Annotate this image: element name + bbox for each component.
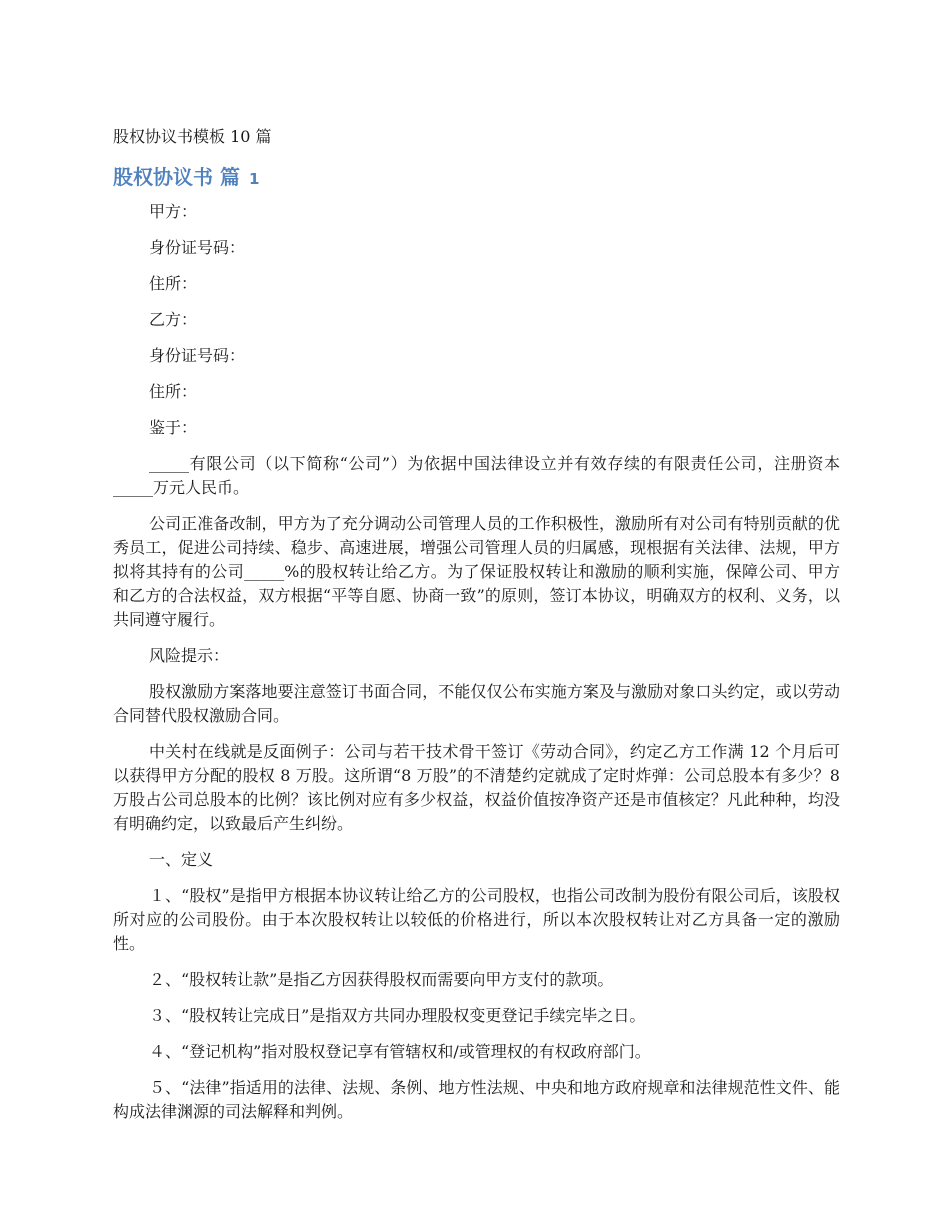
document-title: 股权协议书模板 10 篇 <box>113 127 272 146</box>
field-address-a: 住所： <box>149 274 198 293</box>
paragraph-restructuring: 公司正准备改制，甲方为了充分调动公司管理人员的工作积极性，激励所有对公司有特别贡献的优秀员工，促进公司持续、稳步、高速进展，增强公司管理人员的归属感，现根据有关法律、法规，甲方拟将其持有的公司_____%的股权转让给乙方。为了保证股权转让和激励的顺利实施，保障公司、甲方和乙方的合法权益，双方根据“平等自愿、协商一致”的原则，签订本协议，明确双方的权利、义务，以共同遵守履行。 <box>113 514 840 629</box>
paragraph-definition-2: ２、“股权转让款”是指乙方因获得股权而需要向甲方支付的款项。 <box>149 970 614 989</box>
paragraph-risk-label: 风险提示： <box>149 646 230 665</box>
paragraph-risk-note: 股权激励方案落地要注意签订书面合同，不能仅仅公布实施方案及与激励对象口头约定，或以劳动合同替代股权激励合同。 <box>113 682 840 725</box>
paragraph-definitions-heading: 一、定义 <box>149 850 214 869</box>
paragraph-definition-3: ３、“股权转让完成日”是指双方共同办理股权变更登记手续完毕之日。 <box>149 1006 646 1025</box>
section-number: 1 <box>248 170 260 188</box>
paragraph-definition-4: ４、“登记机构”指对股权登记享有管辖权和/或管理权的有权政府部门。 <box>149 1042 651 1061</box>
field-address-b: 住所： <box>149 382 198 401</box>
field-party-b: 乙方： <box>149 310 198 329</box>
section-heading-text: 股权协议书 篇 <box>113 165 240 189</box>
field-party-a: 甲方： <box>149 202 198 221</box>
field-id-number-b: 身份证号码： <box>149 346 246 365</box>
paragraph-definition-5: ５、“法律”指适用的法律、法规、条例、地方性法规、中央和地方政府规章和法律规范性文件、能构成法律渊源的司法解释和判例。 <box>113 1078 840 1121</box>
field-id-number-a: 身份证号码： <box>149 238 246 257</box>
section-heading <box>113 163 259 193</box>
paragraph-definition-1: １、“股权”是指甲方根据本协议转让给乙方的公司股权，也指公司改制为股份有限公司后，该股权所对应的公司股份。由于本次股权转让以较低的价格进行，所以本次股权转让对乙方具备一定的激励性。 <box>113 886 840 953</box>
document-body <box>113 200 840 1136</box>
field-whereas: 鉴于： <box>149 418 198 437</box>
paragraph-example: 中关村在线就是反面例子：公司与若干技术骨干签订《劳动合同》，约定乙方工作满 12 个月后可以获得甲方分配的股权 8 万股。这所谓“8 万股”的不清楚约定就成了定时炸弹：公司总股本有多少？8 万股占公司总股本的比例？该比例对应有多少权益，权益价值按净资产还是市值核定？凡此种种，均没有明确约定，以致最后产生纠纷。 <box>113 742 840 833</box>
paragraph-company-intro: _____有限公司（以下简称“公司”）为依据中国法律设立并有效存续的有限责任公司，注册资本_____万元人民币。 <box>113 454 840 497</box>
